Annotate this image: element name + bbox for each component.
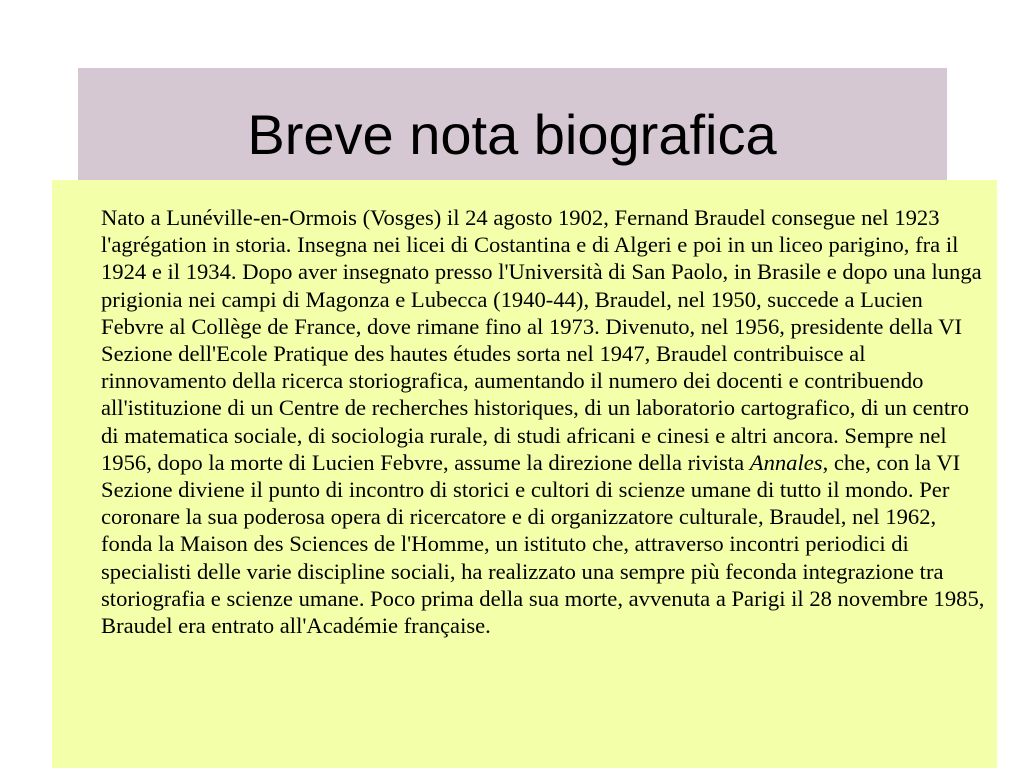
biography-text-part-2: , che, con la VI Sezione diviene il punto di incontro di storici e cultori di scienze umane di tutto il mondo. Per coronare la sua poderosa opera di ricercatore e di organizzatore culturale, Braudel, nel 1962, fonda la Maison des Sciences de l'Homme, un istituto che, attraverso incontri periodici di specialisti delle varie discipline sociali, ha realizzato una sempre più feconda integrazione tra storiografia e scienze umane. Poco prima della sua morte, avvenuta a Parigi il 28 novembre 1985, Braudel era entrato all'Académie française.: [101, 449, 985, 639]
journal-title: Annales: [749, 449, 823, 475]
biography-text-part-1: Nato a Lunéville-en-Ormois (Vosges) il 24 agosto 1902, Fernand Braudel consegue nel 1923 l'agrégation in storia. Insegna nei licei di Costantina e di Algeri e poi in un liceo parigino, fra il 1924 e il 1934. Dopo aver insegnato presso l'Università di San Paolo, in Brasile e dopo una lunga prigionia nei campi di Magonza e Lubecca (1940-44), Braudel, nel 1950, succede a Lucien Febvre al Collège de France, dove rimane fino al 1973. Divenuto, nel 1956, presidente della VI Sezione dell'Ecole Pratique des hautes études sorta nel 1947, Braudel contribuisce al rinnovamento della ricerca storiografica, aumentando il numero dei docenti e contribuendo all'istituzione di un Centre de recherches historiques, di un laboratorio cartografico, di un centro di matematica sociale, di sociologia rurale, di studi africani e cinesi e altri ancora. Sempre nel 1956, dopo la morte di Lucien Febvre, assume la direzione della rivista: [101, 205, 982, 475]
slide-title: Breve nota biografica: [247, 103, 777, 166]
biography-text: [101, 204, 991, 639]
